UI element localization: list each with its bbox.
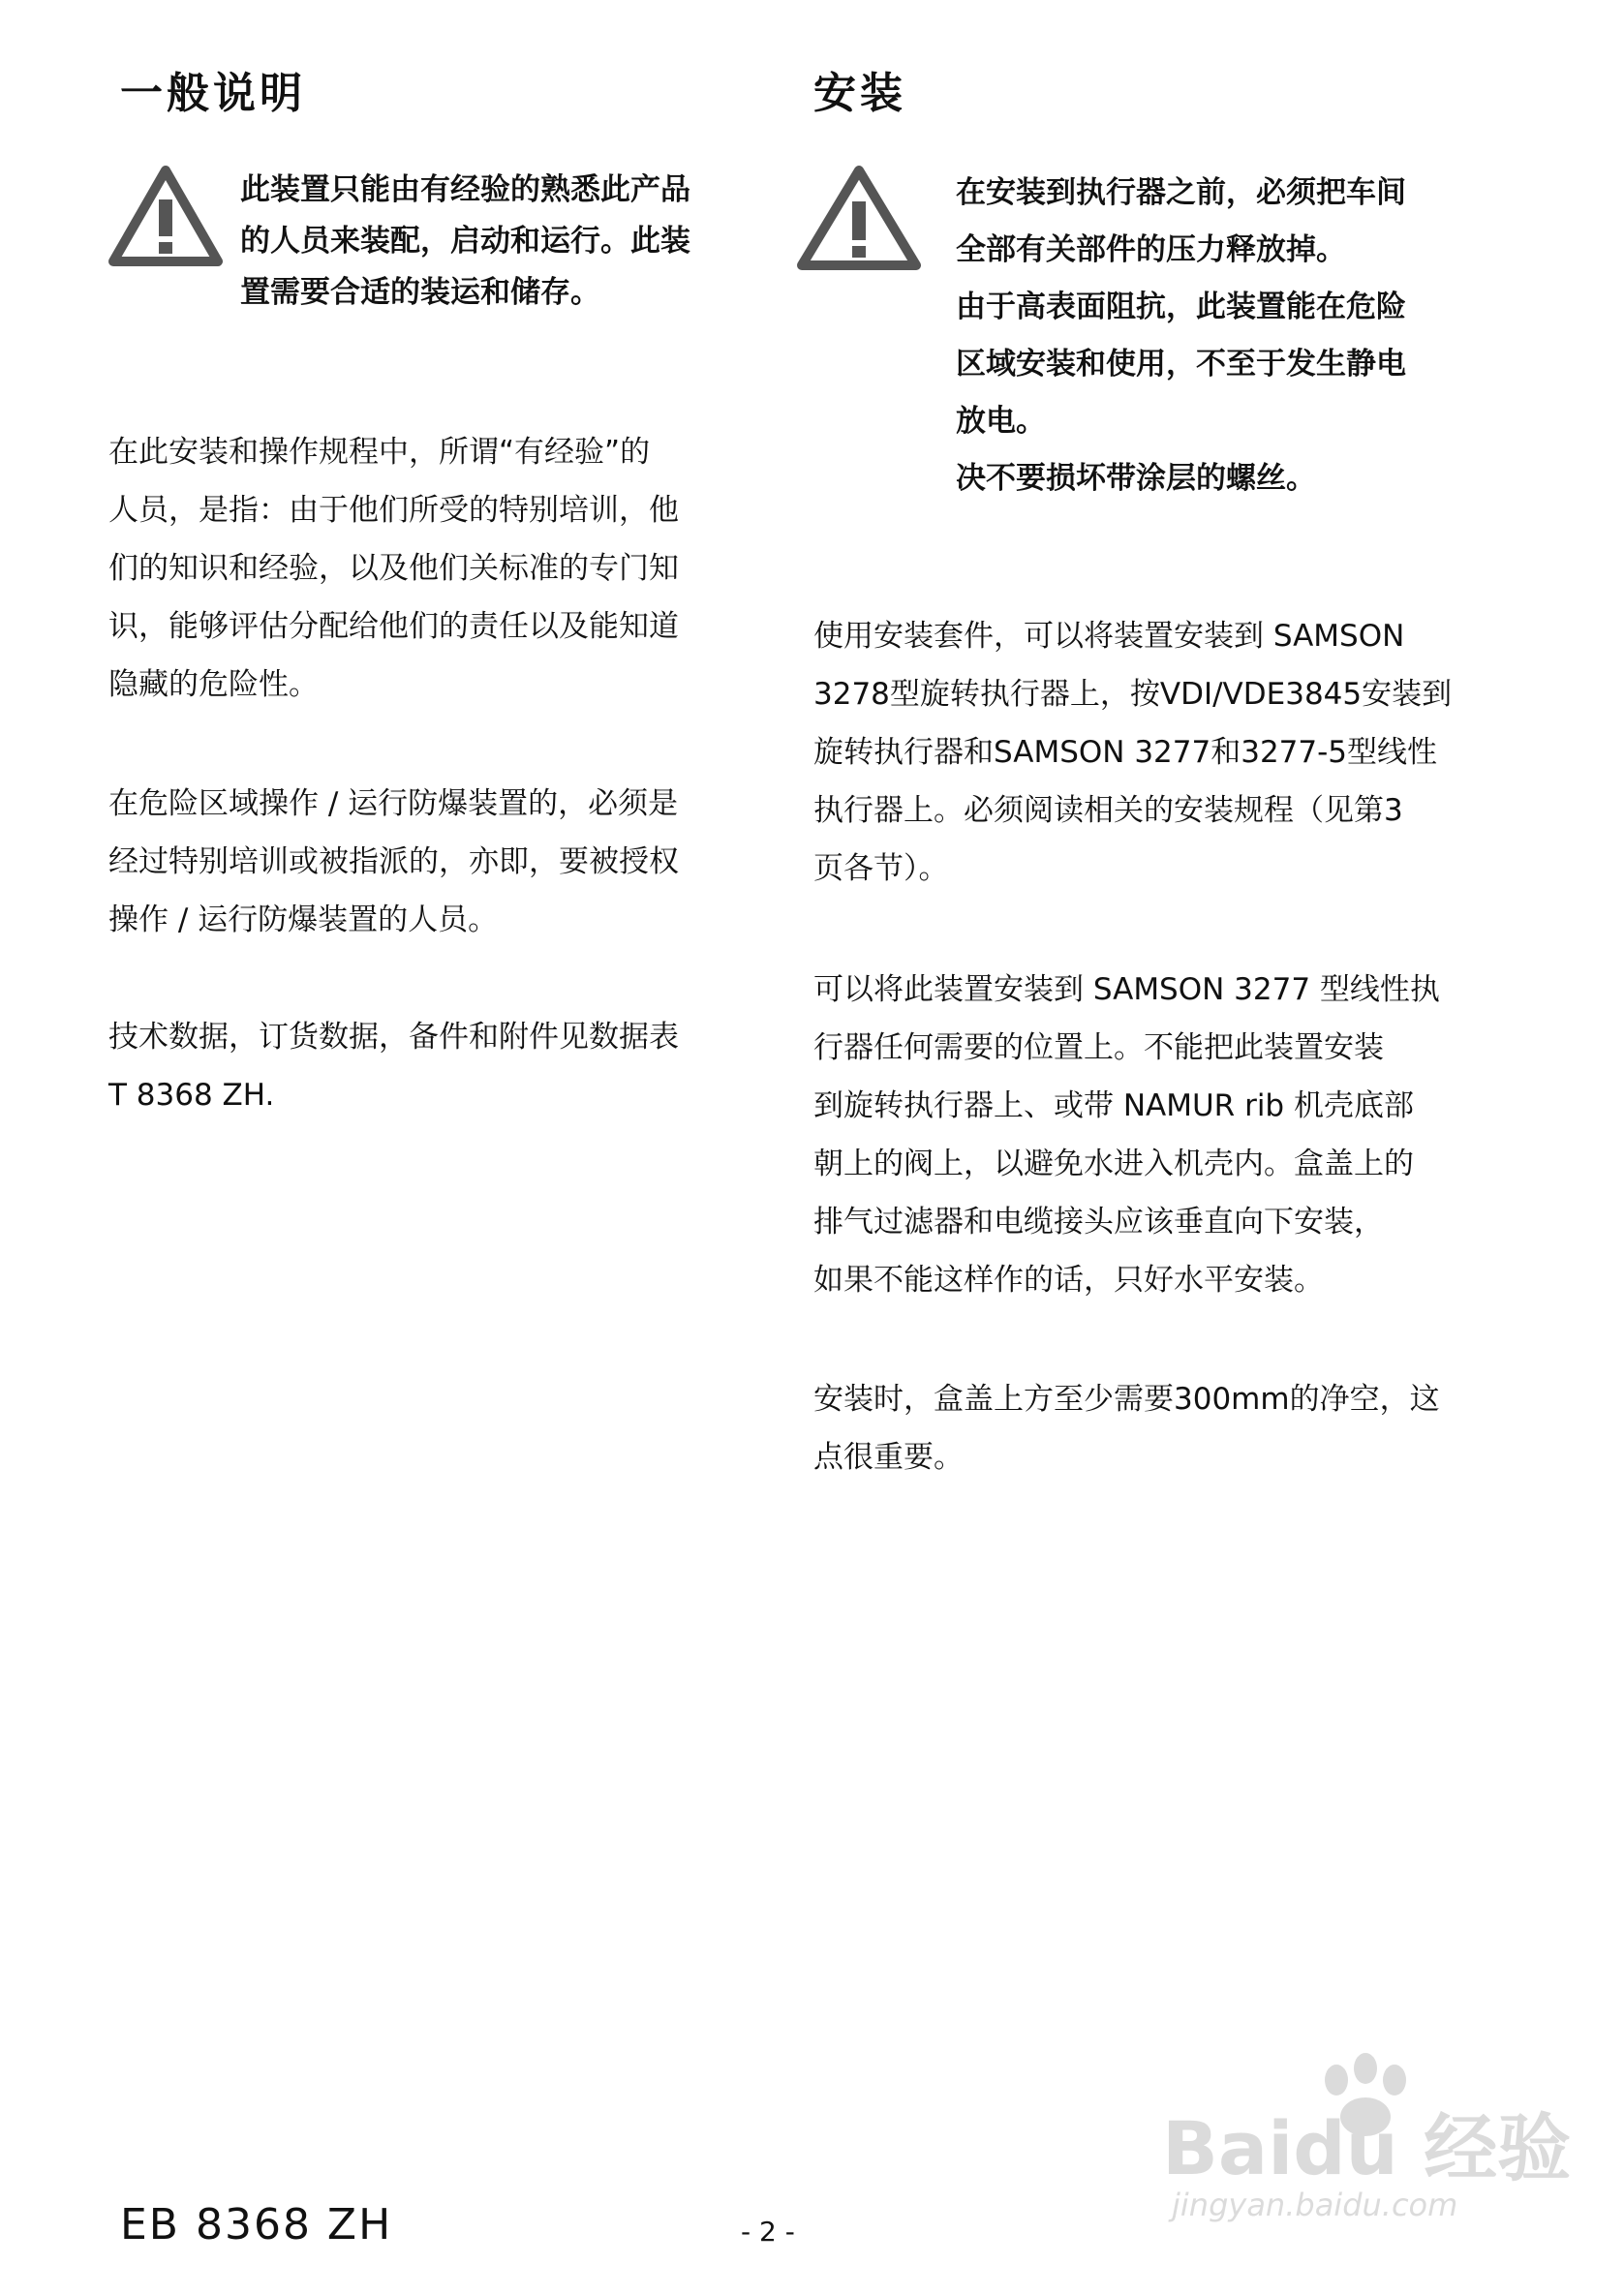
warning-text-installation — [956, 165, 1406, 507]
text-line: 识，能够评估分配给他们的责任以及能知道 — [108, 609, 679, 644]
text-line: 朝上的阀上，以避免水进入机壳内。盒盖上的 — [813, 1147, 1414, 1181]
text-line: 行器任何需要的位置上。不能把此装置安装 — [813, 1030, 1384, 1065]
text-line: 技术数据，订货数据，备件和附件见数据表 — [108, 1020, 679, 1055]
baidu-watermark — [1152, 2051, 1578, 2245]
text-line: 排气过滤器和电缆接头应该垂直向下安装， — [813, 1205, 1384, 1239]
paragraph-mounting-position — [813, 961, 1440, 1309]
warning-line: 由于高表面阻抗，此装置能在危险 — [956, 290, 1406, 324]
warning-line: 的人员来装配，启动和运行。此装 — [240, 224, 690, 259]
text-line: 人员，是指：由于他们所受的特别培训，他 — [108, 493, 679, 528]
text-line: 执行器上。必须阅读相关的安装规程（见第3 — [813, 793, 1403, 828]
warning-line: 此装置只能由有经验的熟悉此产品 — [240, 172, 690, 207]
text-line: 如果不能这样作的话，只好水平安装。 — [813, 1263, 1324, 1298]
text-line: 们的知识和经验，以及他们关标准的专门知 — [108, 551, 679, 586]
warning-line: 在安装到执行器之前，必须把车间 — [956, 175, 1406, 210]
warning-line: 区域安装和使用，不至于发生静电 — [956, 347, 1406, 382]
text-line: 到旋转执行器上、或带 NAMUR rib 机壳底部 — [813, 1088, 1414, 1123]
warning-text-general — [240, 165, 690, 319]
text-line: 旋转执行器和SAMSON 3277和3277-5型线性 — [813, 735, 1438, 770]
document-code: EB 8368 ZH — [120, 2200, 393, 2249]
text-line: 安装时，盒盖上方至少需要300mm的净空，这 — [813, 1382, 1440, 1417]
warning-triangle-icon — [108, 165, 223, 269]
text-line: 点很重要。 — [813, 1440, 964, 1475]
text-line: 操作 / 运行防爆装置的人员。 — [108, 903, 499, 937]
warning-line: 置需要合适的装运和储存。 — [240, 275, 600, 310]
text-line: 可以将此装置安装到 SAMSON 3277 型线性执 — [813, 972, 1440, 1007]
text-line: 3278型旋转执行器上，按VDI/VDE3845安装到 — [813, 677, 1453, 712]
section-heading-general: 一般说明 — [120, 69, 306, 118]
text-line: 使用安装套件，可以将装置安装到 SAMSON — [813, 619, 1405, 654]
paragraph-technical-data — [108, 1008, 679, 1124]
text-line: 页各节）。 — [813, 851, 949, 886]
watermark-url: jingyan.baidu.com — [1172, 2187, 1458, 2223]
warning-triangle-icon — [796, 165, 922, 273]
warning-line: 全部有关部件的压力释放掉。 — [956, 232, 1346, 267]
text-line: 经过特别培训或被指派的，亦即，要被授权 — [108, 844, 679, 879]
text-line: 在危险区域操作 / 运行防爆装置的，必须是 — [108, 786, 679, 821]
paragraph-clearance — [813, 1370, 1440, 1486]
text-line: 隐藏的危险性。 — [108, 667, 319, 702]
watermark-brand: Baidu 经验 — [1162, 2105, 1572, 2191]
paragraph-qualified-personnel — [108, 423, 679, 714]
text-line: T 8368 ZH. — [108, 1078, 275, 1113]
warning-line: 放电。 — [956, 404, 1046, 439]
page-number: - 2 - — [741, 2216, 795, 2248]
text-line: 在此安装和操作规程中，所谓“有经验”的 — [108, 435, 651, 470]
section-heading-installation: 安装 — [813, 69, 906, 118]
warning-line: 决不要损坏带涂层的螺丝。 — [956, 461, 1316, 496]
paragraph-mounting-kit — [813, 607, 1452, 898]
paragraph-hazardous-area — [108, 775, 679, 949]
